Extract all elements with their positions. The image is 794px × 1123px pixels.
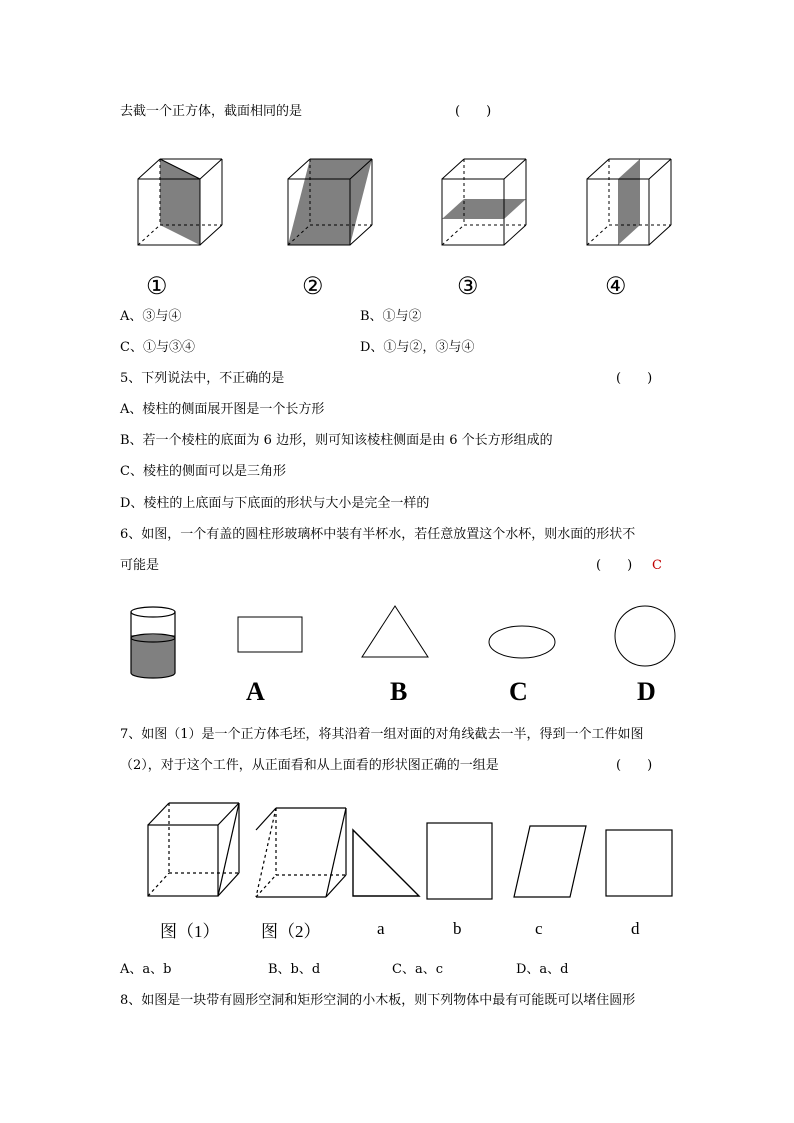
q6-option-a: A — [246, 677, 265, 706]
view-d-square — [605, 829, 675, 899]
view-a-triangle — [351, 828, 423, 900]
q7-paren: ( ) — [616, 758, 653, 773]
q6-paren: ( ) — [596, 558, 633, 573]
cube-figure-2 — [286, 157, 378, 249]
q6-answer: C — [652, 558, 662, 573]
q5-option-d: D、棱柱的上底面与下底面的形状与大小是完全一样的 — [120, 496, 430, 511]
q7-stem-line1: 7、如图（1）是一个正方体毛坯，将其沿着一组对面的对角线截去一半，得到一个工件如图 — [120, 727, 644, 742]
q6-option-b: B — [390, 677, 408, 706]
q6-stem-line2: 可能是 — [120, 558, 160, 573]
figure-label-3: ③ — [457, 272, 479, 300]
q4-option-b: B、①与② — [360, 309, 422, 324]
q7-option-c: C、a、c — [392, 962, 443, 977]
q5-paren: ( ) — [616, 371, 653, 386]
caption-fig-2: 图（2） — [261, 922, 321, 941]
q6-stem-line1: 6、如图，一个有盖的圆柱形玻璃杯中装有半杯水，若任意放置这个水杯，则水面的形状不 — [120, 527, 636, 542]
ellipse-shape — [488, 625, 558, 661]
figure-label-1: ① — [146, 272, 168, 300]
view-b-square — [426, 822, 494, 900]
triangle-shape — [360, 604, 432, 660]
q5-stem: 5、下列说法中，不正确的是 — [120, 371, 285, 386]
cube-figure-4 — [585, 157, 677, 249]
q6-option-d: D — [637, 677, 656, 706]
q5-option-b: B、若一个棱柱的底面为 6 边形，则可知该棱柱侧面是由 6 个长方形组成的 — [120, 433, 553, 448]
q4-option-d: D、①与②，③与④ — [360, 340, 475, 355]
cube-blank-figure-1 — [145, 800, 245, 900]
q5-option-c: C、棱柱的侧面可以是三角形 — [120, 464, 286, 479]
rectangle-shape — [237, 616, 305, 654]
q7-stem-line2: （2），对于这个工件，从正面看和从上面看的形状图正确的一组是 — [120, 758, 499, 773]
circle-shape — [614, 605, 678, 669]
caption-b: b — [453, 919, 462, 938]
q7-option-a: A、a、b — [120, 962, 172, 977]
view-c-parallelogram — [512, 824, 588, 900]
q8-stem-line1: 8、如图是一块带有圆形空洞和矩形空洞的小木板，则下列物体中最有可能既可以堵住圆形 — [120, 993, 636, 1008]
q5-option-a: A、棱柱的侧面展开图是一个长方形 — [120, 402, 325, 417]
q4-option-c: C、①与③④ — [120, 340, 195, 355]
water-cup-figure — [128, 603, 178, 681]
q4-stem: 去截一个正方体，截面相同的是 — [120, 104, 303, 119]
cube-figure-1 — [136, 157, 228, 249]
cube-figure-3 — [440, 157, 532, 249]
q4-paren: ( ) — [455, 104, 492, 119]
q6-option-c: C — [509, 677, 528, 706]
caption-c: c — [535, 919, 543, 938]
caption-a: a — [377, 919, 385, 938]
cut-piece-figure-2 — [254, 805, 354, 901]
q4-option-a: A、③与④ — [120, 309, 182, 324]
q7-option-b: B、b、d — [268, 962, 321, 977]
figure-label-2: ② — [302, 272, 324, 300]
figure-label-4: ④ — [605, 272, 627, 300]
caption-fig-1: 图（1） — [160, 922, 220, 941]
caption-d: d — [631, 919, 640, 938]
q7-option-d: D、a、d — [516, 962, 569, 977]
